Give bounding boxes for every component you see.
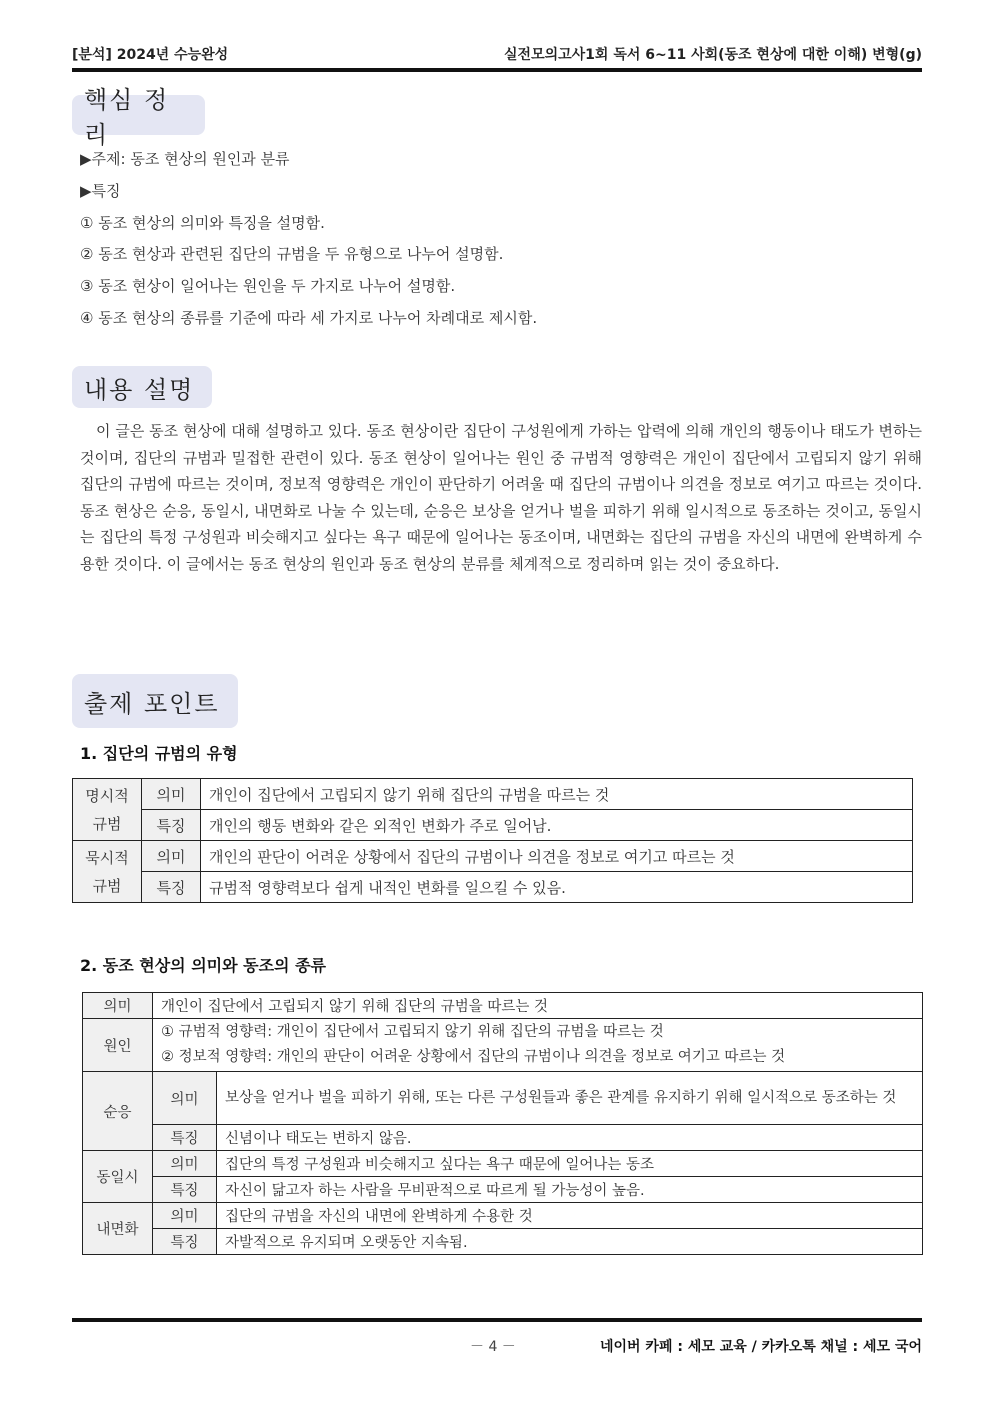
- cause-cell: [153, 1019, 923, 1072]
- compliance-meaning-cell: 보상을 얻거나 벌을 피하기 위해, 또는 다른 구성원들과 좋은 관계를 유지하기 위해 일시적으로 동조하는 것: [217, 1072, 923, 1125]
- implicit-meaning-cell: 개인의 판단이 어려운 상황에서 집단의 규범이나 의견을 정보로 여기고 따르는 것: [201, 841, 913, 872]
- page-footer: [72, 1336, 922, 1358]
- explicit-norm-label: 명시적 규범: [73, 779, 142, 841]
- footer-rule: [72, 1318, 922, 1322]
- cause-informational: ② 정보적 영향력: 개인의 판단이 어려운 상황에서 집단의 규범이나 의견을 정보로 여기고 따르는 것: [161, 1049, 786, 1065]
- feature-label: 특징: [153, 1177, 217, 1203]
- internalization-label: 내면화: [83, 1203, 153, 1255]
- content-paragraph: 이 글은 동조 현상에 대해 설명하고 있다. 동조 현상이란 집단이 구성원에게 가하는 압력에 의해 개인의 행동이나 태도가 변하는 것이며, 집단의 규범과 밀접한 관련이 있다. 동조 현상이 일어나는 원인 중 규범적 영향력은 개인이 집단에서 고립되지 않기 위해 집단의 규범에 따르는 것이며, 정보적 영향력은 개인이 판단하기 어려울 때 집단의 규범이나 의견을 정보로 여기고 따르는 것이다. 동조 현상은 순응, 동일시, 내면화로 나눌 수 있는데, 순응은 보상을 얻거나 벌을 피하기 위해 일시적으로 동조하는 것이고, 동일시는 집단의 특정 구성원과 비슷해지고 싶다는 욕구 때문에 일어나는 동조이며, 내면화는 집단의 규범을 자신의 내면에 완벽하게 수용한 것이다. 이 글에서는 동조 현상의 원인과 동조 현상의 분류를 체계적으로 정리하며 읽는 것이 중요하다.: [80, 422, 922, 573]
- table-row: [73, 779, 913, 810]
- core-features-label: ▶특징: [80, 182, 121, 200]
- feature-label: 특징: [142, 810, 201, 841]
- implicit-norm-label: 묵시적 규범: [73, 841, 142, 903]
- core-feature-item: ① 동조 현상의 의미와 특징을 설명함.: [80, 214, 325, 232]
- table-row: [83, 1019, 923, 1072]
- meaning-label: 의미: [153, 1072, 217, 1125]
- internalization-feature-cell: 자발적으로 유지되며 오랫동안 지속됨.: [217, 1229, 923, 1255]
- explicit-meaning-cell: 개인이 집단에서 고립되지 않기 위해 집단의 규범을 따르는 것: [201, 779, 913, 810]
- conformity-meaning-cell: 개인이 집단에서 고립되지 않기 위해 집단의 규범을 따르는 것: [153, 993, 923, 1019]
- explicit-feature-cell: 개인의 행동 변화와 같은 외적인 변화가 주로 일어남.: [201, 810, 913, 841]
- header-rule: [72, 68, 922, 72]
- compliance-feature-cell: 신념이나 태도는 변하지 않음.: [217, 1125, 923, 1151]
- page-number: － 4 －: [470, 1339, 516, 1355]
- section-core-title: 핵심 정리: [72, 95, 205, 135]
- implicit-feature-cell: 규범적 영향력보다 쉽게 내적인 변화를 일으킬 수 있음.: [201, 872, 913, 903]
- cause-label: 원인: [83, 1019, 153, 1072]
- header-source: [분석] 2024년 수능완성: [72, 47, 229, 63]
- conformity-types-title: 2. 동조 현상의 의미와 동조의 종류: [80, 956, 326, 975]
- table-row: [83, 1125, 923, 1151]
- meaning-label: 의미: [153, 1151, 217, 1177]
- header-exam-title: 실전모의고사1회 독서 6~11 사회(동조 현상에 대한 이해) 변형(g): [504, 47, 922, 63]
- page-header: [72, 44, 922, 72]
- norm-types-table: [72, 778, 913, 903]
- core-feature-item: ② 동조 현상과 관련된 집단의 규범을 두 유형으로 나누어 설명함.: [80, 245, 504, 263]
- footer-channel-info: 네이버 카페 : 세모 교육 / 카카오톡 채널 : 세모 국어: [599, 1339, 922, 1355]
- feature-label: 특징: [153, 1125, 217, 1151]
- feature-label: 특징: [153, 1229, 217, 1255]
- conformity-types-table: [82, 992, 923, 1255]
- table-row: [73, 841, 913, 872]
- norm-types-title: 1. 집단의 규범의 유형: [80, 744, 238, 763]
- core-feature-item: ④ 동조 현상의 종류를 기준에 따라 세 가지로 나누어 차례대로 제시함.: [80, 309, 538, 327]
- meaning-label: 의미: [142, 841, 201, 872]
- core-topic: ▶주제: 동조 현상의 원인과 분류: [80, 150, 290, 168]
- section-points-title: 출제 포인트: [72, 674, 238, 728]
- table-row: [83, 1229, 923, 1255]
- table-row: [83, 1072, 923, 1125]
- internalization-meaning-cell: 집단의 규범을 자신의 내면에 완벽하게 수용한 것: [217, 1203, 923, 1229]
- identification-feature-cell: 자신이 닮고자 하는 사람을 무비판적으로 따르게 될 가능성이 높음.: [217, 1177, 923, 1203]
- table-row: [83, 993, 923, 1019]
- feature-label: 특징: [142, 872, 201, 903]
- table-row: [83, 1177, 923, 1203]
- identification-meaning-cell: 집단의 특정 구성원과 비슷해지고 싶다는 욕구 때문에 일어나는 동조: [217, 1151, 923, 1177]
- section-content-title: 내용 설명: [72, 366, 212, 408]
- identification-label: 동일시: [83, 1151, 153, 1203]
- table-row: [83, 1203, 923, 1229]
- compliance-label: 순응: [83, 1072, 153, 1151]
- cause-normative: ① 규범적 영향력: 개인이 집단에서 고립되지 않기 위해 집단의 규범을 따르는 것: [161, 1024, 664, 1040]
- meaning-label: 의미: [153, 1203, 217, 1229]
- table-row: [83, 1151, 923, 1177]
- meaning-label: 의미: [142, 779, 201, 810]
- meaning-label: 의미: [83, 993, 153, 1019]
- core-feature-item: ③ 동조 현상이 일어나는 원인을 두 가지로 나누어 설명함.: [80, 277, 456, 295]
- table-row: [73, 872, 913, 903]
- table-row: [73, 810, 913, 841]
